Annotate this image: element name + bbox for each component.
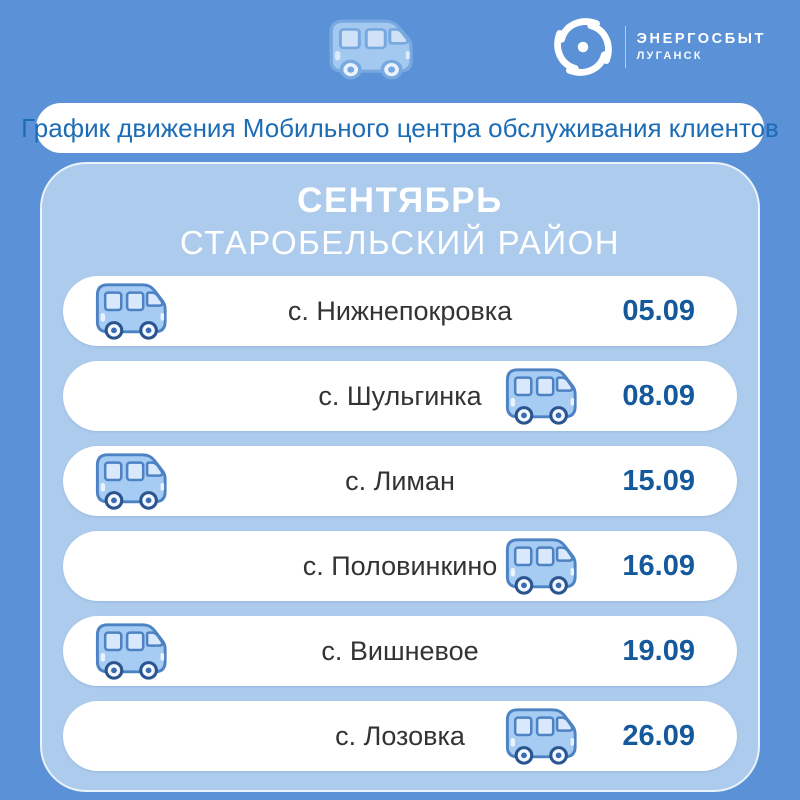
brand-name: ЭНЕРГОСБЫТ — [636, 30, 766, 47]
bus-icon — [503, 535, 581, 597]
brand-city: ЛУГАНСК — [636, 50, 703, 63]
row-bus-slot-right — [503, 280, 581, 342]
schedule-rows — [42, 276, 758, 771]
row-bus-slot-right — [503, 620, 581, 682]
brand-logo — [550, 14, 766, 80]
brand-text — [637, 32, 766, 63]
energosbyt-atom-logo-icon — [550, 14, 616, 80]
row-bus-slot-right — [503, 705, 581, 767]
visit-date: 05.09 — [622, 294, 695, 327]
district-title: СТАРОБЕЛЬСКИЙ РАЙОН — [179, 224, 621, 261]
schedule-panel — [40, 162, 760, 792]
visit-date: 19.09 — [622, 634, 695, 667]
visit-date: 26.09 — [622, 719, 695, 752]
month-title: СЕНТЯБРЬ — [297, 181, 503, 220]
schedule-banner — [21, 103, 779, 153]
bus-icon — [326, 16, 418, 82]
village-name: с. Вишневое — [321, 635, 479, 666]
schedule-row — [63, 531, 737, 601]
village-name: с. Шульгинка — [318, 380, 482, 411]
visit-date: 08.09 — [622, 379, 695, 412]
village-name: с. Половинкино — [302, 550, 498, 581]
village-name: с. Лиман — [345, 465, 455, 496]
visit-date: 16.09 — [622, 549, 695, 582]
schedule-row — [63, 616, 737, 686]
village-name: с. Лозовка — [335, 720, 465, 751]
banner-title: График движения Мобильного центра обслуживания клиентов — [21, 112, 779, 143]
header-bus-icon — [326, 16, 418, 82]
schedule-row — [63, 446, 737, 516]
visit-date: 15.09 — [622, 464, 695, 497]
bus-icon — [503, 365, 581, 427]
village-name: с. Нижнепокровка — [287, 295, 513, 326]
bus-icon — [503, 705, 581, 767]
schedule-row — [63, 361, 737, 431]
schedule-row — [63, 701, 737, 771]
schedule-row — [63, 276, 737, 346]
row-bus-slot-right — [503, 535, 581, 597]
row-bus-slot-right — [503, 365, 581, 427]
row-bus-slot-right — [503, 450, 581, 512]
brand-divider — [625, 26, 626, 68]
